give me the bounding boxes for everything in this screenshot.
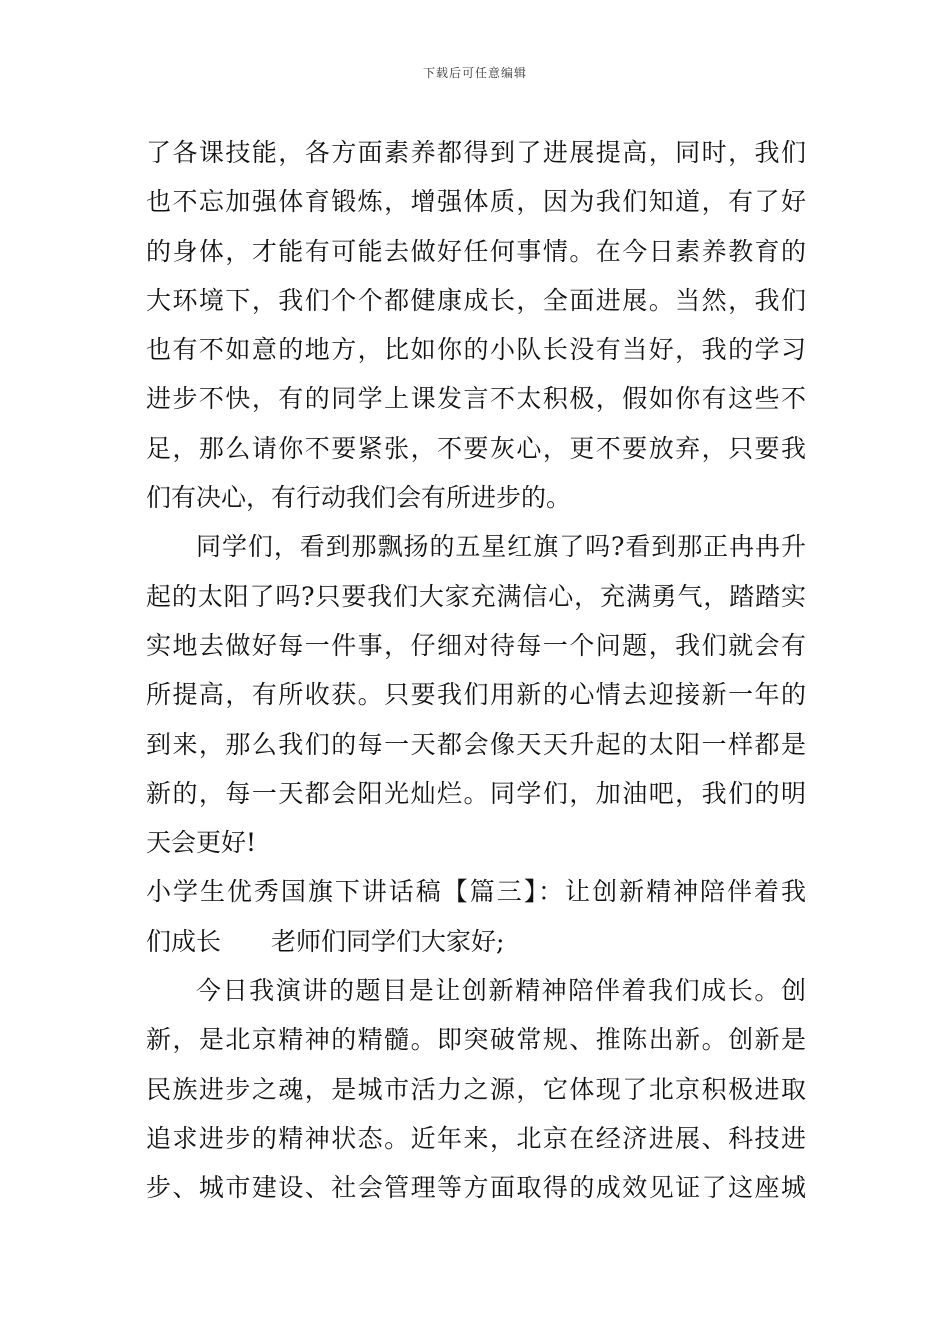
- section-heading-line-2: [146, 917, 806, 966]
- page-header: 下载后可任意编辑: [422, 66, 527, 80]
- document-body: [146, 128, 806, 1213]
- text-line: 也有不如意的地方，比如你的小队长没有当好，我的学习: [146, 335, 806, 365]
- text-line: 也不忘加强体育锻炼，增强体质，因为我们知道，有了好: [146, 187, 806, 217]
- text-line: 足，那么请你不要紧张，不要灰心，更不要放弃，只要我: [146, 433, 806, 463]
- text-line: 所提高，有所收获。只要我们用新的心情去迎接新一年的: [146, 680, 806, 710]
- text-line: 大环境下，我们个个都健康成长，全面进展。当然，我们: [146, 285, 806, 315]
- text-line: 新，是北京精神的精髓。即突破常规、推陈出新。创新是: [146, 1025, 806, 1055]
- greeting: 老师们同学们大家好;: [271, 926, 505, 956]
- text-line: 实地去做好每一件事，仔细对待每一个问题，我们就会有: [146, 630, 806, 660]
- text-line: 们有决心，有行动我们会有所进步的。: [146, 483, 572, 513]
- text-line: 追求进步的精神状态。近年来，北京在经济进展、科技进: [146, 1123, 806, 1153]
- text-line: 民族进步之魂，是城市活力之源，它体现了北京积极进取: [146, 1074, 806, 1104]
- section-heading-end: 们成长: [146, 926, 222, 956]
- text-line: 今日我演讲的题目是让创新精神陪伴着我们成长。创: [196, 976, 806, 1006]
- text-line: 到来，那么我们的每一天都会像天天升起的太阳一样都是: [146, 729, 806, 759]
- text-line: 同学们，看到那飘扬的五星红旗了吗?看到那正冉冉升: [196, 532, 806, 562]
- text-line: 进步不快，有的同学上课发言不太积极，假如你有这些不: [146, 384, 806, 414]
- text-line: 步、城市建设、社会管理等方面取得的成效见证了这座城: [146, 1173, 806, 1203]
- section-heading-line: 小学生优秀国旗下讲话稿【篇三】：让创新精神陪伴着我: [146, 877, 806, 907]
- text-line: 天会更好!: [146, 828, 257, 858]
- text-line: 新的，每一天都会阳光灿烂。同学们，加油吧，我们的明: [146, 778, 806, 808]
- text-line: 起的太阳了吗?只要我们大家充满信心，充满勇气，踏踏实: [146, 581, 806, 611]
- text-line: 了各课技能，各方面素养都得到了进展提高，同时，我们: [146, 138, 806, 167]
- text-line: 的身体，才能有可能去做好任何事情。在今日素养教育的: [146, 236, 806, 266]
